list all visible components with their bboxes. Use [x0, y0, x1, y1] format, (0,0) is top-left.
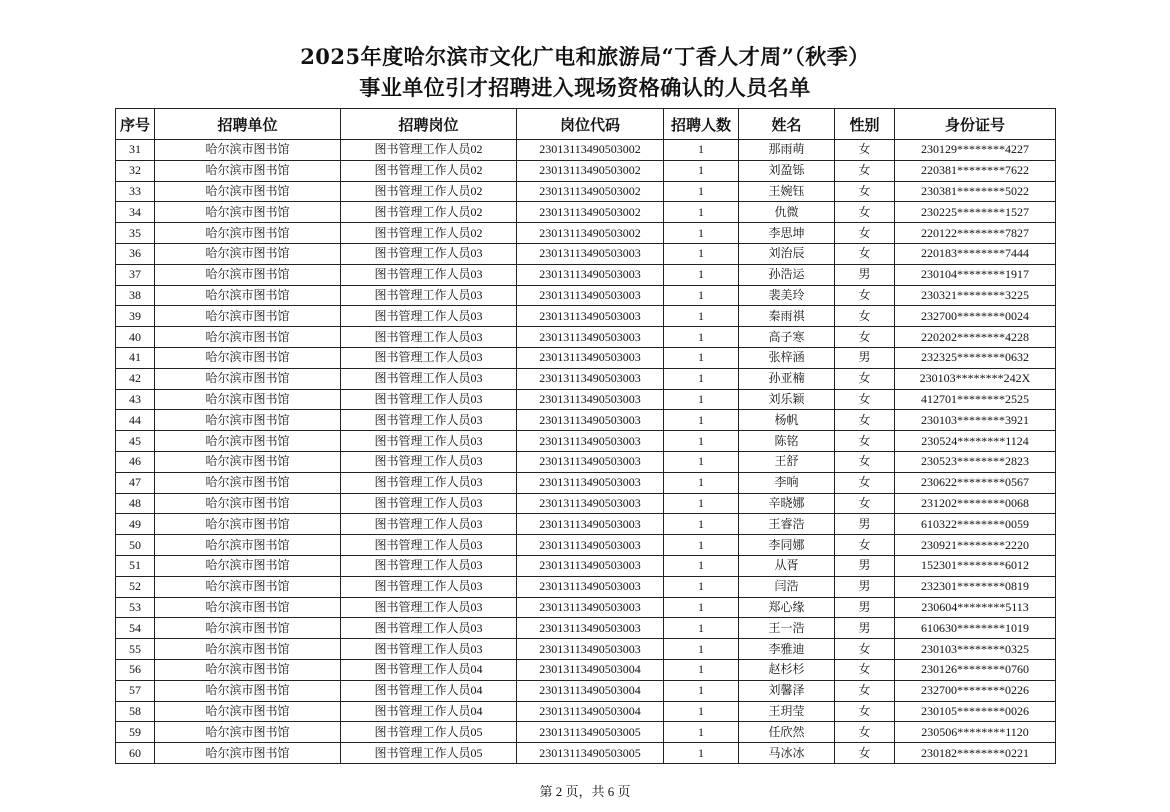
cell-id-number: 231202********0068 — [895, 493, 1056, 514]
table-header-row — [116, 109, 1056, 140]
cell-position-code: 23013113490503003 — [517, 410, 664, 431]
cell-position: 图书管理工作人员03 — [341, 285, 517, 306]
cell-serial: 41 — [116, 347, 155, 368]
cell-unit: 哈尔滨市图书馆 — [155, 327, 341, 348]
cell-name: 赵杉杉 — [739, 659, 835, 680]
table-row — [116, 431, 1056, 452]
cell-hire-count: 1 — [664, 514, 739, 535]
cell-gender: 女 — [835, 410, 895, 431]
table-row — [116, 514, 1056, 535]
cell-position: 图书管理工作人员03 — [341, 243, 517, 264]
cell-position: 图书管理工作人员03 — [341, 431, 517, 452]
cell-position-code: 23013113490503004 — [517, 701, 664, 722]
cell-hire-count: 1 — [664, 347, 739, 368]
table-row — [116, 264, 1056, 285]
cell-id-number: 220202********4228 — [895, 327, 1056, 348]
cell-position-code: 23013113490503004 — [517, 680, 664, 701]
cell-unit: 哈尔滨市图书馆 — [155, 389, 341, 410]
cell-name: 李响 — [739, 472, 835, 493]
cell-unit: 哈尔滨市图书馆 — [155, 535, 341, 556]
cell-serial: 58 — [116, 701, 155, 722]
cell-position: 图书管理工作人员04 — [341, 701, 517, 722]
cell-position-code: 23013113490503003 — [517, 285, 664, 306]
table-row — [116, 493, 1056, 514]
cell-position: 图书管理工作人员02 — [341, 160, 517, 181]
cell-position: 图书管理工作人员03 — [341, 451, 517, 472]
table-row — [116, 451, 1056, 472]
cell-unit: 哈尔滨市图书馆 — [155, 306, 341, 327]
cell-position: 图书管理工作人员03 — [341, 368, 517, 389]
cell-name: 李思坤 — [739, 223, 835, 244]
cell-position: 图书管理工作人员03 — [341, 514, 517, 535]
header-serial: 序号 — [116, 109, 155, 140]
header-position-code: 岗位代码 — [517, 109, 664, 140]
cell-position: 图书管理工作人员03 — [341, 410, 517, 431]
cell-hire-count: 1 — [664, 659, 739, 680]
cell-serial: 38 — [116, 285, 155, 306]
cell-hire-count: 1 — [664, 493, 739, 514]
table-row — [116, 701, 1056, 722]
cell-unit: 哈尔滨市图书馆 — [155, 160, 341, 181]
cell-hire-count: 1 — [664, 535, 739, 556]
cell-gender: 女 — [835, 389, 895, 410]
cell-position-code: 23013113490503002 — [517, 223, 664, 244]
cell-position-code: 23013113490503003 — [517, 347, 664, 368]
table-row — [116, 535, 1056, 556]
cell-hire-count: 1 — [664, 285, 739, 306]
cell-id-number: 230524********1124 — [895, 431, 1056, 452]
cell-position-code: 23013113490503003 — [517, 431, 664, 452]
cell-position: 图书管理工作人员02 — [341, 140, 517, 161]
cell-name: 王舒 — [739, 451, 835, 472]
cell-position-code: 23013113490503003 — [517, 514, 664, 535]
cell-position-code: 23013113490503002 — [517, 202, 664, 223]
cell-position: 图书管理工作人员02 — [341, 202, 517, 223]
cell-position-code: 23013113490503005 — [517, 743, 664, 764]
table-row — [116, 243, 1056, 264]
table-row — [116, 202, 1056, 223]
cell-unit: 哈尔滨市图书馆 — [155, 410, 341, 431]
cell-position: 图书管理工作人员03 — [341, 493, 517, 514]
cell-id-number: 232700********0024 — [895, 306, 1056, 327]
header-gender: 性别 — [835, 109, 895, 140]
cell-gender: 男 — [835, 555, 895, 576]
cell-position-code: 23013113490503003 — [517, 368, 664, 389]
cell-hire-count: 1 — [664, 202, 739, 223]
cell-hire-count: 1 — [664, 389, 739, 410]
cell-serial: 35 — [116, 223, 155, 244]
table-row — [116, 327, 1056, 348]
cell-hire-count: 1 — [664, 639, 739, 660]
cell-position-code: 23013113490503003 — [517, 535, 664, 556]
cell-hire-count: 1 — [664, 431, 739, 452]
cell-serial: 52 — [116, 576, 155, 597]
cell-position: 图书管理工作人员03 — [341, 306, 517, 327]
cell-serial: 42 — [116, 368, 155, 389]
cell-id-number: 152301********6012 — [895, 555, 1056, 576]
cell-id-number: 230129********4227 — [895, 140, 1056, 161]
cell-unit: 哈尔滨市图书馆 — [155, 202, 341, 223]
cell-hire-count: 1 — [664, 472, 739, 493]
cell-serial: 37 — [116, 264, 155, 285]
cell-serial: 60 — [116, 743, 155, 764]
cell-unit: 哈尔滨市图书馆 — [155, 618, 341, 639]
cell-name: 李雅迪 — [739, 639, 835, 660]
cell-serial: 40 — [116, 327, 155, 348]
table-row — [116, 410, 1056, 431]
cell-name: 孙亚楠 — [739, 368, 835, 389]
cell-id-number: 230523********2823 — [895, 451, 1056, 472]
table-row — [116, 680, 1056, 701]
cell-unit: 哈尔滨市图书馆 — [155, 659, 341, 680]
table-row — [116, 639, 1056, 660]
cell-position-code: 23013113490503003 — [517, 576, 664, 597]
cell-unit: 哈尔滨市图书馆 — [155, 701, 341, 722]
cell-serial: 46 — [116, 451, 155, 472]
cell-name: 张梓涵 — [739, 347, 835, 368]
cell-unit: 哈尔滨市图书馆 — [155, 722, 341, 743]
cell-serial: 31 — [116, 140, 155, 161]
cell-serial: 49 — [116, 514, 155, 535]
cell-id-number: 220381********7622 — [895, 160, 1056, 181]
cell-hire-count: 1 — [664, 576, 739, 597]
cell-gender: 女 — [835, 722, 895, 743]
cell-name: 秦雨祺 — [739, 306, 835, 327]
cell-position-code: 23013113490503003 — [517, 493, 664, 514]
cell-id-number: 230103********3921 — [895, 410, 1056, 431]
cell-name: 刘馨泽 — [739, 680, 835, 701]
cell-name: 闫浩 — [739, 576, 835, 597]
cell-gender: 男 — [835, 576, 895, 597]
cell-position: 图书管理工作人员04 — [341, 680, 517, 701]
cell-position: 图书管理工作人员03 — [341, 472, 517, 493]
cell-gender: 女 — [835, 368, 895, 389]
cell-id-number: 230103********0325 — [895, 639, 1056, 660]
document-title-line2: 事业单位引才招聘进入现场资格确认的人员名单 — [359, 75, 811, 100]
cell-gender: 女 — [835, 451, 895, 472]
cell-serial: 59 — [116, 722, 155, 743]
table-row — [116, 555, 1056, 576]
table-row — [116, 659, 1056, 680]
cell-id-number: 232325********0632 — [895, 347, 1056, 368]
header-name: 姓名 — [739, 109, 835, 140]
cell-position-code: 23013113490503003 — [517, 597, 664, 618]
cell-unit: 哈尔滨市图书馆 — [155, 555, 341, 576]
cell-position: 图书管理工作人员03 — [341, 535, 517, 556]
cell-serial: 48 — [116, 493, 155, 514]
document-title-line1: 2025年度哈尔滨市文化广电和旅游局“丁香人才周”（秋季） — [300, 44, 870, 69]
cell-unit: 哈尔滨市图书馆 — [155, 597, 341, 618]
cell-position-code: 23013113490503003 — [517, 243, 664, 264]
cell-name: 裴美玲 — [739, 285, 835, 306]
table-row — [116, 722, 1056, 743]
cell-id-number: 220122********7827 — [895, 223, 1056, 244]
cell-unit: 哈尔滨市图书馆 — [155, 223, 341, 244]
cell-name: 刘乐颖 — [739, 389, 835, 410]
table-body — [116, 140, 1056, 764]
cell-gender: 女 — [835, 285, 895, 306]
cell-gender: 男 — [835, 597, 895, 618]
cell-gender: 女 — [835, 680, 895, 701]
cell-id-number: 230622********0567 — [895, 472, 1056, 493]
cell-name: 孙浩运 — [739, 264, 835, 285]
cell-position: 图书管理工作人员03 — [341, 347, 517, 368]
cell-unit: 哈尔滨市图书馆 — [155, 368, 341, 389]
cell-id-number: 610322********0059 — [895, 514, 1056, 535]
cell-serial: 45 — [116, 431, 155, 452]
cell-gender: 男 — [835, 347, 895, 368]
cell-serial: 55 — [116, 639, 155, 660]
cell-serial: 56 — [116, 659, 155, 680]
cell-name: 仇微 — [739, 202, 835, 223]
cell-position: 图书管理工作人员03 — [341, 639, 517, 660]
cell-position: 图书管理工作人员05 — [341, 743, 517, 764]
cell-position-code: 23013113490503002 — [517, 181, 664, 202]
cell-gender: 男 — [835, 618, 895, 639]
cell-name: 王玥莹 — [739, 701, 835, 722]
cell-serial: 57 — [116, 680, 155, 701]
cell-position-code: 23013113490503002 — [517, 140, 664, 161]
cell-position-code: 23013113490503003 — [517, 451, 664, 472]
cell-hire-count: 1 — [664, 181, 739, 202]
table-row — [116, 347, 1056, 368]
cell-name: 辛晓娜 — [739, 493, 835, 514]
cell-position: 图书管理工作人员03 — [341, 555, 517, 576]
cell-hire-count: 1 — [664, 160, 739, 181]
cell-id-number: 230225********1527 — [895, 202, 1056, 223]
cell-serial: 51 — [116, 555, 155, 576]
table-row — [116, 223, 1056, 244]
cell-position-code: 23013113490503004 — [517, 659, 664, 680]
cell-id-number: 610630********1019 — [895, 618, 1056, 639]
cell-name: 王一浩 — [739, 618, 835, 639]
cell-hire-count: 1 — [664, 140, 739, 161]
cell-id-number: 230105********0026 — [895, 701, 1056, 722]
cell-id-number: 232301********0819 — [895, 576, 1056, 597]
cell-name: 王婉钰 — [739, 181, 835, 202]
cell-id-number: 230921********2220 — [895, 535, 1056, 556]
cell-gender: 女 — [835, 659, 895, 680]
cell-unit: 哈尔滨市图书馆 — [155, 264, 341, 285]
cell-id-number: 230506********1120 — [895, 722, 1056, 743]
cell-serial: 54 — [116, 618, 155, 639]
cell-unit: 哈尔滨市图书馆 — [155, 680, 341, 701]
cell-position-code: 23013113490503003 — [517, 264, 664, 285]
table-row — [116, 597, 1056, 618]
cell-serial: 39 — [116, 306, 155, 327]
cell-position: 图书管理工作人员03 — [341, 618, 517, 639]
cell-hire-count: 1 — [664, 410, 739, 431]
cell-gender: 女 — [835, 202, 895, 223]
cell-unit: 哈尔滨市图书馆 — [155, 576, 341, 597]
cell-position-code: 23013113490503003 — [517, 389, 664, 410]
cell-serial: 36 — [116, 243, 155, 264]
table-row — [116, 306, 1056, 327]
table-row — [116, 576, 1056, 597]
cell-unit: 哈尔滨市图书馆 — [155, 243, 341, 264]
cell-position-code: 23013113490503003 — [517, 327, 664, 348]
cell-id-number: 232700********0226 — [895, 680, 1056, 701]
cell-unit: 哈尔滨市图书馆 — [155, 639, 341, 660]
cell-hire-count: 1 — [664, 368, 739, 389]
cell-serial: 53 — [116, 597, 155, 618]
cell-id-number: 230604********5113 — [895, 597, 1056, 618]
cell-position: 图书管理工作人员03 — [341, 327, 517, 348]
cell-serial: 44 — [116, 410, 155, 431]
cell-gender: 女 — [835, 472, 895, 493]
cell-id-number: 230381********5022 — [895, 181, 1056, 202]
cell-unit: 哈尔滨市图书馆 — [155, 451, 341, 472]
cell-position-code: 23013113490503005 — [517, 722, 664, 743]
cell-gender: 女 — [835, 431, 895, 452]
page-number: 第 2 页，共 6 页 — [539, 784, 631, 799]
cell-name: 王睿浩 — [739, 514, 835, 535]
header-hire-count: 招聘人数 — [664, 109, 739, 140]
cell-unit: 哈尔滨市图书馆 — [155, 514, 341, 535]
cell-name: 杨帆 — [739, 410, 835, 431]
cell-serial: 50 — [116, 535, 155, 556]
cell-position-code: 23013113490503003 — [517, 472, 664, 493]
cell-hire-count: 1 — [664, 306, 739, 327]
header-position: 招聘岗位 — [341, 109, 517, 140]
cell-name: 郑心缘 — [739, 597, 835, 618]
table-row — [116, 140, 1056, 161]
cell-id-number: 230321********3225 — [895, 285, 1056, 306]
cell-name: 那雨萌 — [739, 140, 835, 161]
cell-gender: 女 — [835, 701, 895, 722]
cell-unit: 哈尔滨市图书馆 — [155, 347, 341, 368]
table-row — [116, 743, 1056, 764]
cell-name: 刘治辰 — [739, 243, 835, 264]
cell-gender: 女 — [835, 493, 895, 514]
table-row — [116, 472, 1056, 493]
cell-hire-count: 1 — [664, 722, 739, 743]
cell-gender: 女 — [835, 639, 895, 660]
cell-unit: 哈尔滨市图书馆 — [155, 472, 341, 493]
cell-id-number: 230104********1917 — [895, 264, 1056, 285]
cell-name: 高子寒 — [739, 327, 835, 348]
header-unit: 招聘单位 — [155, 109, 341, 140]
cell-gender: 女 — [835, 223, 895, 244]
cell-hire-count: 1 — [664, 327, 739, 348]
cell-position-code: 23013113490503003 — [517, 618, 664, 639]
cell-id-number: 230126********0760 — [895, 659, 1056, 680]
cell-id-number: 230103********242X — [895, 368, 1056, 389]
cell-unit: 哈尔滨市图书馆 — [155, 140, 341, 161]
cell-position: 图书管理工作人员03 — [341, 597, 517, 618]
table-row — [116, 618, 1056, 639]
cell-hire-count: 1 — [664, 243, 739, 264]
cell-name: 任欣然 — [739, 722, 835, 743]
cell-hire-count: 1 — [664, 743, 739, 764]
cell-position: 图书管理工作人员02 — [341, 181, 517, 202]
cell-serial: 34 — [116, 202, 155, 223]
table-row — [116, 368, 1056, 389]
cell-gender: 女 — [835, 306, 895, 327]
cell-name: 李同娜 — [739, 535, 835, 556]
cell-position: 图书管理工作人员02 — [341, 223, 517, 244]
cell-position-code: 23013113490503003 — [517, 555, 664, 576]
cell-position-code: 23013113490503002 — [517, 160, 664, 181]
cell-hire-count: 1 — [664, 680, 739, 701]
cell-serial: 33 — [116, 181, 155, 202]
cell-gender: 女 — [835, 140, 895, 161]
cell-serial: 43 — [116, 389, 155, 410]
cell-name: 从胥 — [739, 555, 835, 576]
cell-position: 图书管理工作人员03 — [341, 389, 517, 410]
cell-unit: 哈尔滨市图书馆 — [155, 431, 341, 452]
table-row — [116, 389, 1056, 410]
cell-position: 图书管理工作人员03 — [341, 264, 517, 285]
cell-unit: 哈尔滨市图书馆 — [155, 181, 341, 202]
table-row — [116, 181, 1056, 202]
cell-name: 刘盈铄 — [739, 160, 835, 181]
candidate-table — [115, 108, 1056, 764]
cell-position: 图书管理工作人员05 — [341, 722, 517, 743]
cell-position-code: 23013113490503003 — [517, 639, 664, 660]
cell-hire-count: 1 — [664, 597, 739, 618]
header-id-number: 身份证号 — [895, 109, 1056, 140]
cell-hire-count: 1 — [664, 701, 739, 722]
cell-hire-count: 1 — [664, 264, 739, 285]
cell-id-number: 230182********0221 — [895, 743, 1056, 764]
cell-unit: 哈尔滨市图书馆 — [155, 743, 341, 764]
cell-id-number: 220183********7444 — [895, 243, 1056, 264]
cell-hire-count: 1 — [664, 618, 739, 639]
cell-gender: 女 — [835, 535, 895, 556]
cell-gender: 女 — [835, 181, 895, 202]
cell-name: 陈铭 — [739, 431, 835, 452]
cell-id-number: 412701********2525 — [895, 389, 1056, 410]
cell-gender: 男 — [835, 514, 895, 535]
cell-gender: 女 — [835, 327, 895, 348]
table-row — [116, 160, 1056, 181]
cell-gender: 男 — [835, 264, 895, 285]
cell-hire-count: 1 — [664, 451, 739, 472]
cell-position-code: 23013113490503003 — [517, 306, 664, 327]
cell-hire-count: 1 — [664, 223, 739, 244]
cell-gender: 女 — [835, 743, 895, 764]
cell-position: 图书管理工作人员03 — [341, 576, 517, 597]
cell-position: 图书管理工作人员04 — [341, 659, 517, 680]
cell-serial: 32 — [116, 160, 155, 181]
cell-unit: 哈尔滨市图书馆 — [155, 285, 341, 306]
cell-serial: 47 — [116, 472, 155, 493]
cell-gender: 女 — [835, 243, 895, 264]
cell-name: 马冰冰 — [739, 743, 835, 764]
cell-unit: 哈尔滨市图书馆 — [155, 493, 341, 514]
cell-hire-count: 1 — [664, 555, 739, 576]
cell-gender: 女 — [835, 160, 895, 181]
table-row — [116, 285, 1056, 306]
